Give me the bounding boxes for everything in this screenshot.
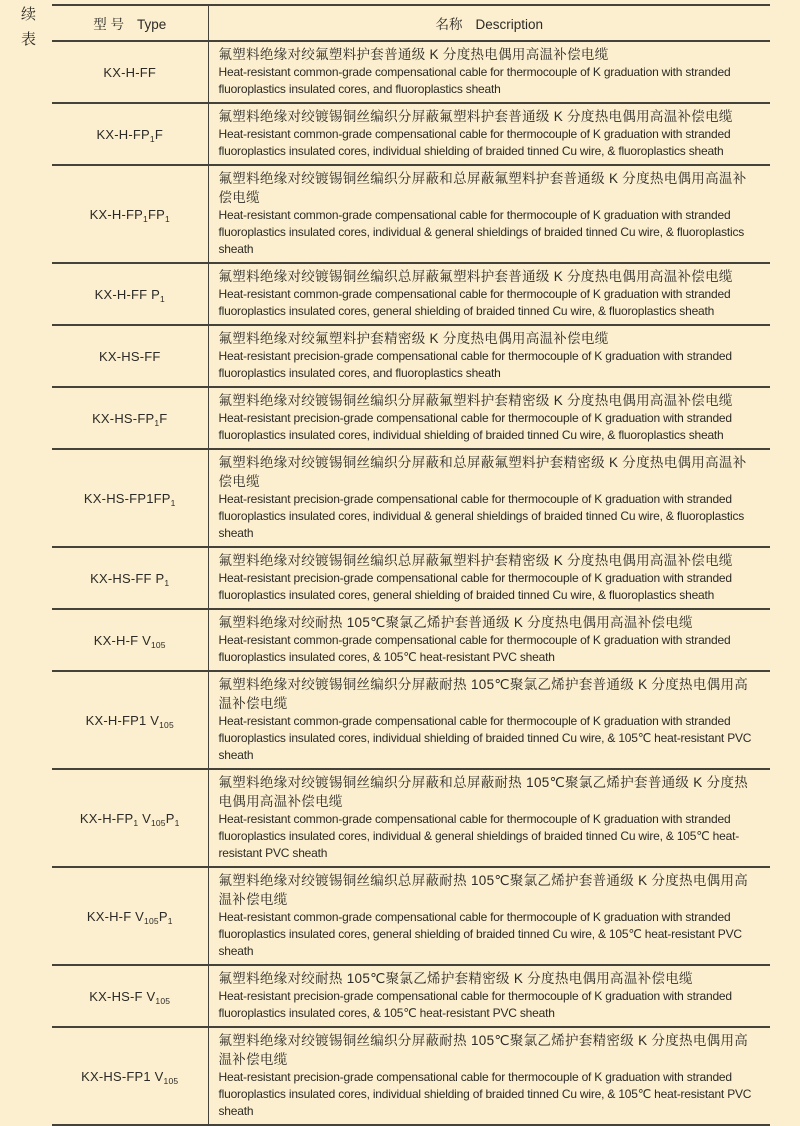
table-row (52, 165, 770, 263)
description-cell (208, 1027, 770, 1125)
table-row (52, 103, 770, 165)
description-en: Heat-resistant precision-grade compensational cable for thermocouple of K graduation with stranded fluoroplastics insulated cores, individual & general shieldings of braided tinned Cu wire, & fluoroplastics sheath (218, 492, 745, 540)
description-en: Heat-resistant common-grade compensational cable for thermocouple of K graduation with stranded fluoroplastics insulated cores, individual & general shieldings of braided tinned Cu wire, & 105℃ heat-resistant PVC sheath (218, 812, 740, 860)
description-cell (208, 387, 770, 449)
type-cell: $KX-HS-FP_1F$ (52, 387, 208, 449)
type-cell: $KX-HS-FP1FP_1$ (52, 449, 208, 547)
description-cell (208, 263, 770, 325)
description-en: Heat-resistant precision-grade compensational cable for thermocouple of K graduation with stranded fluoroplastics insulated cores, and fluoroplastics sheath (218, 349, 732, 380)
description-zh: 氟塑料绝缘对绞氟塑料护套精密级 K 分度热电偶用高温补偿电缆 (218, 331, 609, 346)
description-zh: 氟塑料绝缘对绞镀锡铜丝编织总屏蔽耐热 105℃聚氯乙烯护套普通级 K 分度热电偶用高温补偿电缆 (218, 873, 749, 907)
table-row (52, 449, 770, 547)
type-cell: $KX-H-FP_1$ $V_{105}P_1$ (52, 769, 208, 867)
cable-spec-table (52, 4, 770, 1126)
description-header-zh: 名称 (435, 17, 463, 32)
description-cell (208, 609, 770, 671)
table-row (52, 769, 770, 867)
table-row (52, 609, 770, 671)
type-cell: $KX-H-FP_1F$ (52, 103, 208, 165)
description-zh: 氟塑料绝缘对绞耐热 105℃聚氯乙烯护套普通级 K 分度热电偶用高温补偿电缆 (218, 615, 693, 630)
header-row (52, 5, 770, 41)
type-cell: KX-H-FF $P_1$ (52, 263, 208, 325)
description-cell (208, 103, 770, 165)
table-row (52, 41, 770, 103)
description-en: Heat-resistant common-grade compensational cable for thermocouple of K graduation with stranded fluoroplastics insulated cores, & 105℃ heat-resistant PVC sheath (218, 633, 731, 664)
description-zh: 氟塑料绝缘对绞镀锡铜丝编织总屏蔽氟塑料护套精密级 K 分度热电偶用高温补偿电缆 (218, 553, 733, 568)
table-row (52, 263, 770, 325)
type-cell: KX-HS-FP1 $V_{105}$ (52, 1027, 208, 1125)
description-zh: 氟塑料绝缘对绞镀锡铜丝编织分屏蔽和总屏蔽氟塑料护套精密级 K 分度热电偶用高温补偿电缆 (218, 455, 747, 489)
table-row (52, 547, 770, 609)
table-row (52, 671, 770, 769)
description-en: Heat-resistant precision-grade compensational cable for thermocouple of K graduation with stranded fluoroplastics insulated cores, general shielding of braided tinned Cu wire, & fluoroplastics sheath (218, 571, 732, 602)
description-header-en: Description (475, 17, 544, 32)
description-zh: 氟塑料绝缘对绞镀锡铜丝编织分屏蔽氟塑料护套精密级 K 分度热电偶用高温补偿电缆 (218, 393, 733, 408)
description-cell (208, 547, 770, 609)
type-header-zh: 型 号 (93, 17, 124, 32)
type-cell: $KX-H-FP_1FP_1$ (52, 165, 208, 263)
description-en: Heat-resistant common-grade compensational cable for thermocouple of K graduation with stranded fluoroplastics insulated cores, individual shielding of braided tinned Cu wire, & 105℃ heat-resistant PVC sheath (218, 714, 752, 762)
description-en: Heat-resistant precision-grade compensational cable for thermocouple of K graduation with stranded fluoroplastics insulated cores, individual shielding of braided tinned Cu wire, & 105℃ heat-resistant PVC sheath (218, 1070, 752, 1118)
table-row (52, 325, 770, 387)
description-zh: 氟塑料绝缘对绞镀锡铜丝编织分屏蔽氟塑料护套普通级 K 分度热电偶用高温补偿电缆 (218, 109, 733, 124)
description-cell (208, 325, 770, 387)
type-cell: KX-H-FF (52, 41, 208, 103)
description-cell (208, 449, 770, 547)
description-zh: 氟塑料绝缘对绞镀锡铜丝编织总屏蔽氟塑料护套普通级 K 分度热电偶用高温补偿电缆 (218, 269, 733, 284)
table-header (52, 5, 770, 41)
table-row (52, 867, 770, 965)
table-row (52, 387, 770, 449)
type-cell: KX-HS-FF $P_1$ (52, 547, 208, 609)
table-row (52, 1027, 770, 1125)
catalog-page (0, 4, 800, 1118)
type-header-en: Type (136, 17, 167, 32)
type-column-header (52, 5, 208, 41)
description-cell (208, 769, 770, 867)
type-cell: KX-H-F $V_{105}$ (52, 609, 208, 671)
description-cell (208, 165, 770, 263)
description-cell (208, 671, 770, 769)
description-cell (208, 867, 770, 965)
description-zh: 氟塑料绝缘对绞镀锡铜丝编织分屏蔽耐热 105℃聚氯乙烯护套精密级 K 分度热电偶用高温补偿电缆 (218, 1033, 749, 1067)
description-en: Heat-resistant common-grade compensational cable for thermocouple of K graduation with stranded fluoroplastics insulated cores, individual & general shieldings of braided tinned Cu wire, & fluoroplastics sheath (218, 208, 745, 256)
description-en: Heat-resistant precision-grade compensational cable for thermocouple of K graduation with stranded fluoroplastics insulated cores, & 105℃ heat-resistant PVC sheath (218, 989, 732, 1020)
description-en: Heat-resistant common-grade compensational cable for thermocouple of K graduation with stranded fluoroplastics insulated cores, general shielding of braided tinned Cu wire, & 105℃ heat-resistant PVC sheath (218, 910, 742, 958)
description-cell (208, 965, 770, 1027)
description-zh: 氟塑料绝缘对绞镀锡铜丝编织分屏蔽和总屏蔽耐热 105℃聚氯乙烯护套普通级 K 分度热电偶用高温补偿电缆 (218, 775, 749, 809)
description-en: Heat-resistant common-grade compensational cable for thermocouple of K graduation with stranded fluoroplastics insulated cores, individual shielding of braided tinned Cu wire, & fluoroplastics sheath (218, 127, 731, 158)
description-zh: 氟塑料绝缘对绞氟塑料护套普通级 K 分度热电偶用高温补偿电缆 (218, 47, 609, 62)
description-en: Heat-resistant common-grade compensational cable for thermocouple of K graduation with stranded fluoroplastics insulated cores, general shielding of braided tinned Cu wire, & fluoroplastics sheath (218, 287, 731, 318)
description-zh: 氟塑料绝缘对绞镀锡铜丝编织分屏蔽耐热 105℃聚氯乙烯护套普通级 K 分度热电偶用高温补偿电缆 (218, 677, 749, 711)
type-cell: KX-HS-F $V_{105}$ (52, 965, 208, 1027)
description-zh: 氟塑料绝缘对绞镀锡铜丝编织分屏蔽和总屏蔽氟塑料护套普通级 K 分度热电偶用高温补偿电缆 (218, 171, 747, 205)
continued-table-label: 续表 (19, 6, 36, 56)
description-cell (208, 41, 770, 103)
type-cell: KX-H-FP1 $V_{105}$ (52, 671, 208, 769)
table-row (52, 965, 770, 1027)
type-cell: KX-H-F $V_{105}P_1$ (52, 867, 208, 965)
table-body (52, 41, 770, 1125)
description-column-header (208, 5, 770, 41)
description-zh: 氟塑料绝缘对绞耐热 105℃聚氯乙烯护套精密级 K 分度热电偶用高温补偿电缆 (218, 971, 693, 986)
description-en: Heat-resistant common-grade compensational cable for thermocouple of K graduation with stranded fluoroplastics insulated cores, and fluoroplastics sheath (218, 65, 731, 96)
type-cell: KX-HS-FF (52, 325, 208, 387)
description-en: Heat-resistant precision-grade compensational cable for thermocouple of K graduation with stranded fluoroplastics insulated cores, individual shielding of braided tinned Cu wire, & fluoroplastics sheath (218, 411, 732, 442)
